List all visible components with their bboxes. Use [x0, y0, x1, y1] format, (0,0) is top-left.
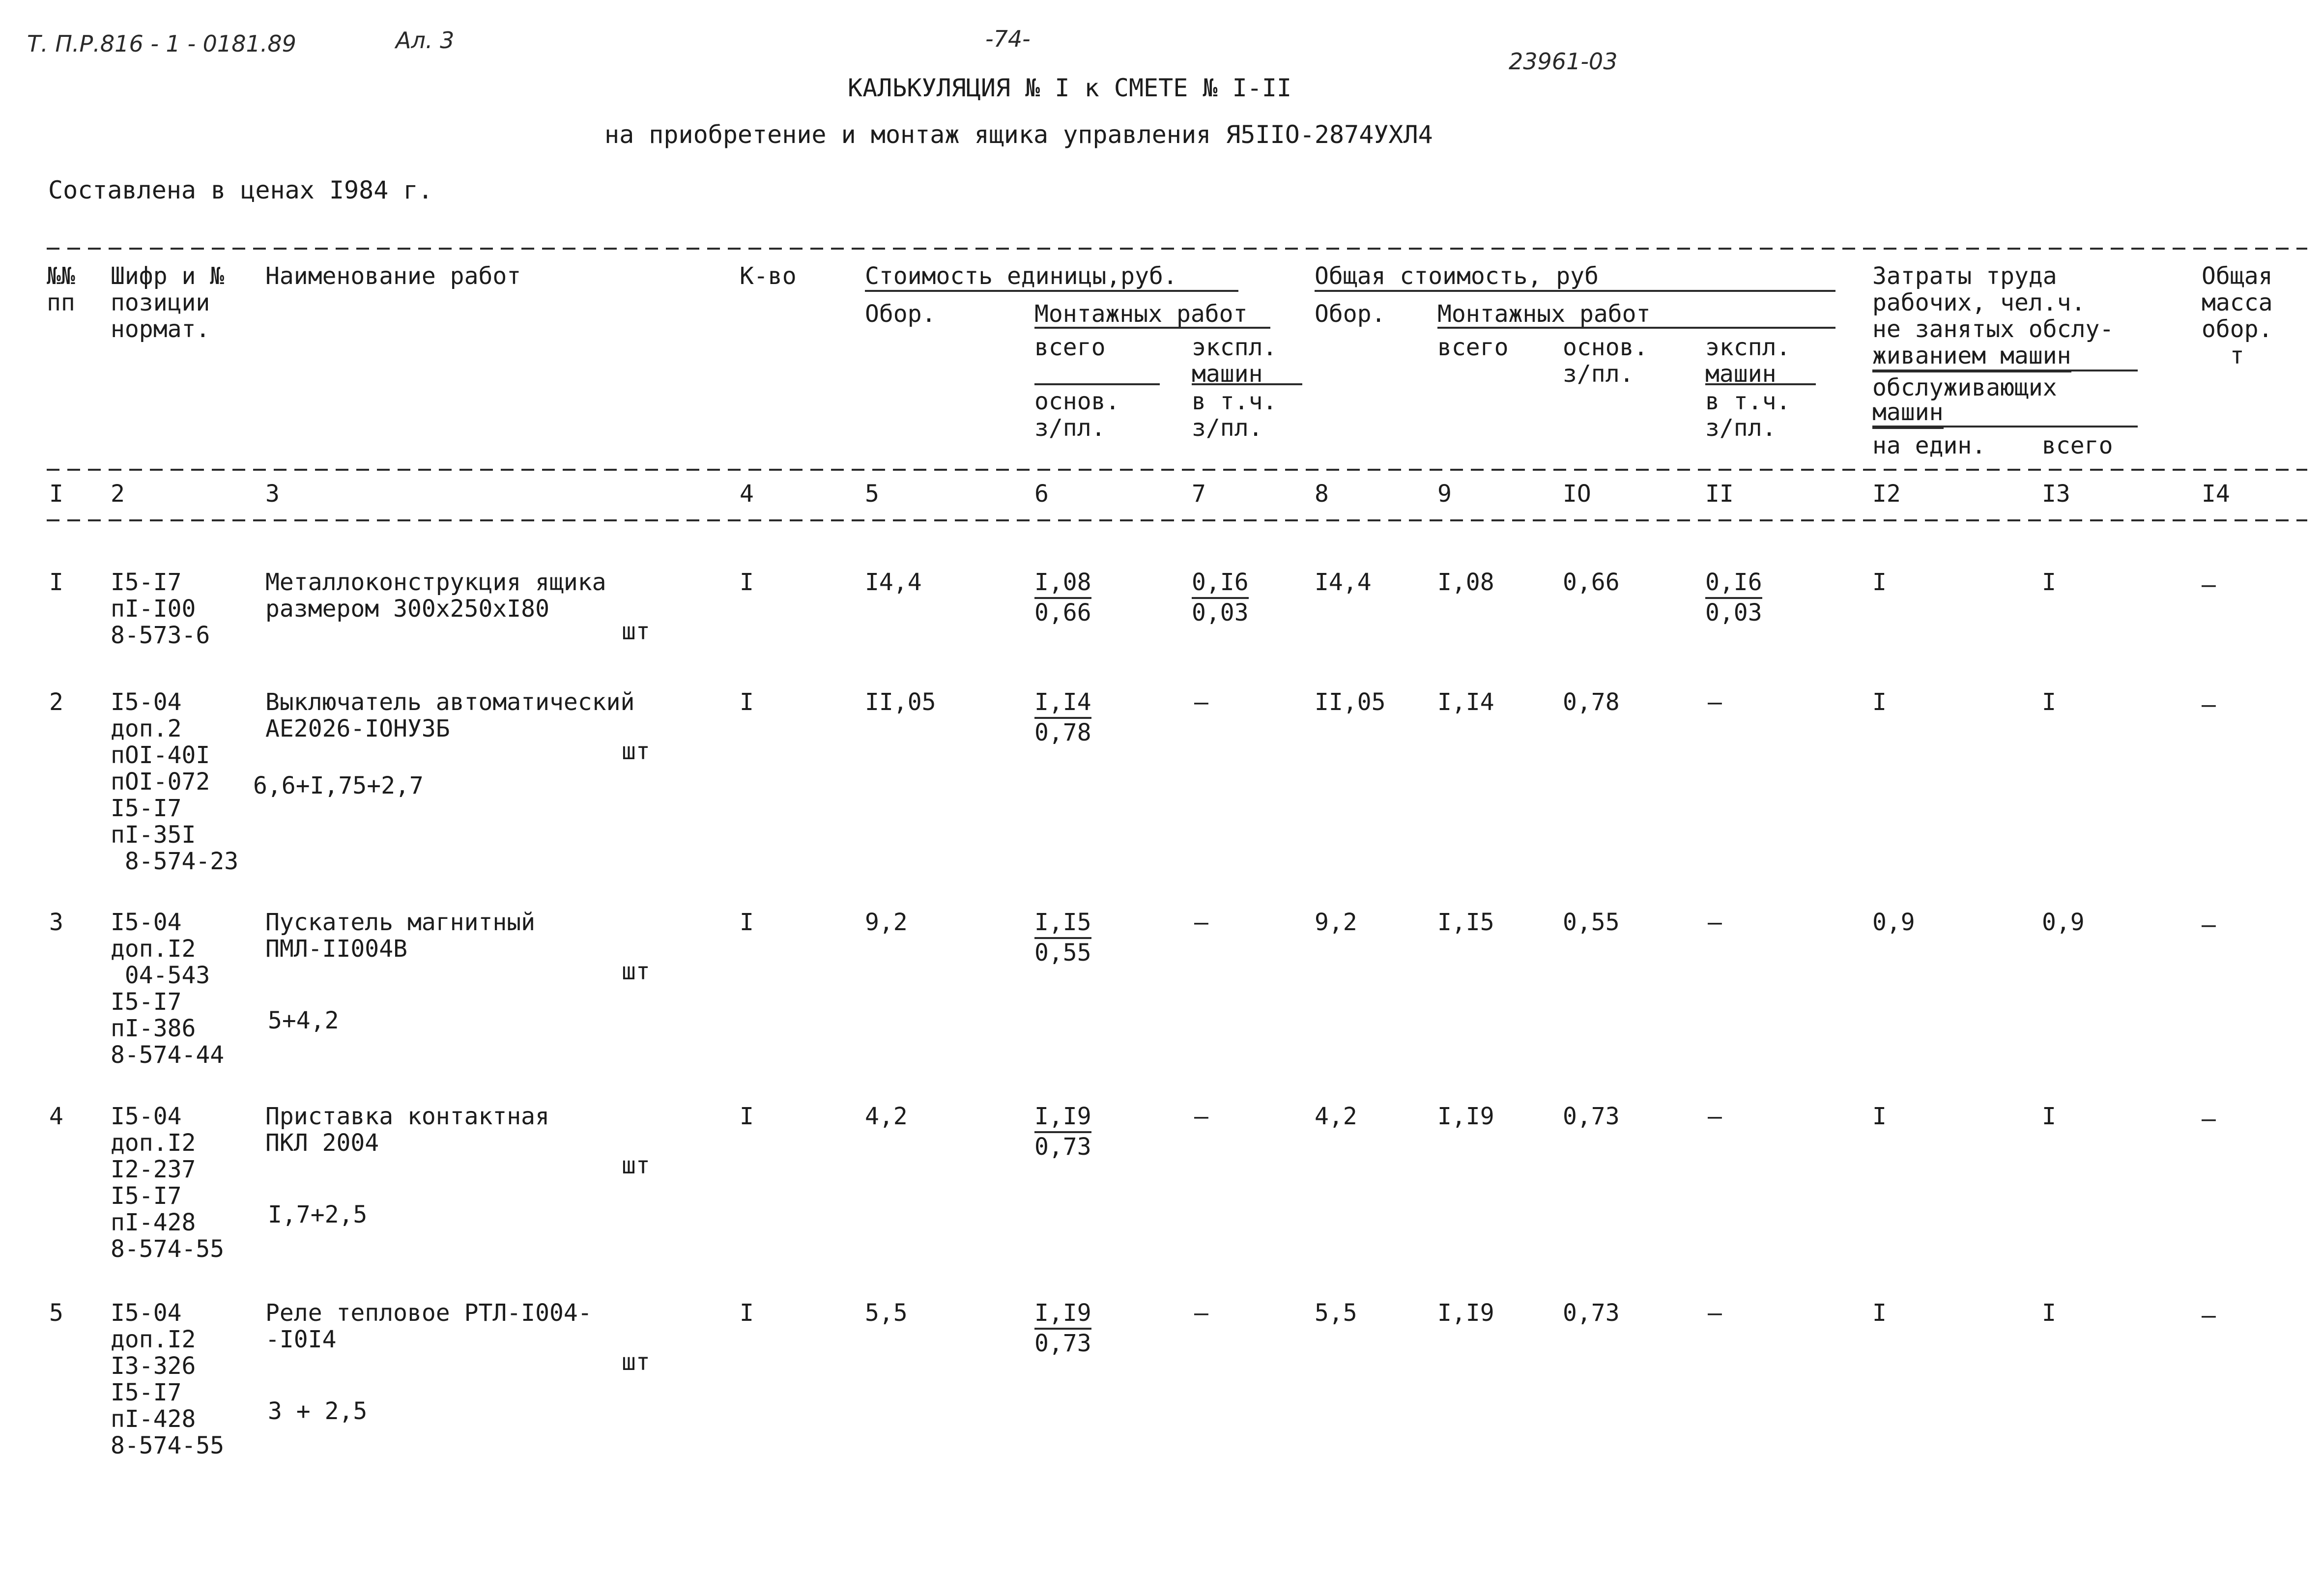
row-number: I: [49, 569, 63, 596]
row-total-osn: 0,66: [1563, 569, 1620, 596]
row-unit-obor: 9,2: [865, 909, 908, 936]
row-unit-ekspl: –: [1194, 1103, 1208, 1130]
row-number: 2: [49, 688, 63, 716]
row-unit-mont-total-text: I,08: [1034, 569, 1091, 599]
total-ekspl-underline: [1705, 383, 1816, 385]
row-unit-mont-osn: 0,55: [1034, 939, 1091, 967]
header-labor-unit: на един.: [1872, 432, 1986, 459]
header-labor2-ul: [1872, 399, 1944, 426]
header-unit-vtch: в т.ч. з/пл.: [1192, 388, 1277, 442]
row-total-osn: 0,78: [1563, 688, 1620, 716]
row-code: I5-04 доп.I2 I3-326 I5-I7 пI-428 8-574-55: [111, 1299, 225, 1459]
colnum-top-rule: [47, 467, 2307, 473]
row-total-mont: I,I5: [1437, 909, 1494, 936]
page-number: -74-: [985, 26, 1031, 52]
row-unit-mont-total: [1034, 569, 1091, 596]
row-formula: I,7+2,5: [268, 1201, 368, 1228]
row-name: Реле тепловое РТЛ-I004- -I0I4: [265, 1299, 592, 1353]
row-total-ekspl-text: 0,I6: [1705, 569, 1762, 599]
composed-in-prices: Составлена в ценах I984 г.: [48, 176, 433, 204]
row-unit-mont-total-text: I,I9: [1034, 1103, 1091, 1133]
total-cost-underline: [1315, 290, 1835, 292]
row-unit-mont-total: [1034, 909, 1091, 936]
column-number: IO: [1563, 480, 1591, 508]
header-col-number: №№ пп: [47, 262, 75, 316]
unit-mont-underline: [1034, 327, 1270, 329]
row-total-ekspl: –: [1708, 688, 1722, 716]
row-unit: шт: [622, 738, 650, 765]
header-unit-vsego: всего: [1034, 334, 1106, 361]
header-total-cost: Общая стоимость, руб: [1315, 262, 1599, 290]
row-unit-mont-osn: 0,73: [1034, 1330, 1091, 1357]
row-formula: 3 + 2,5: [268, 1397, 368, 1425]
row-number: 4: [49, 1103, 63, 1130]
unit-vsego-underline: [1034, 383, 1160, 385]
row-labor-total: 0,9: [2042, 909, 2085, 936]
unit-cost-underline: [865, 290, 1238, 292]
unit-ekspl-underline: [1192, 383, 1302, 385]
row-number: 5: [49, 1299, 63, 1327]
header-total-mont: Монтажных работ: [1437, 300, 1651, 328]
row-total-obor: II,05: [1315, 688, 1386, 716]
header-top-rule: [47, 246, 2307, 252]
row-labor-unit: I: [1872, 569, 1887, 596]
column-number: 6: [1034, 480, 1049, 508]
row-labor-unit: I: [1872, 688, 1887, 716]
row-code: I5-04 доп.2 пОI-40I пОI-072 I5-I7 пI-35I 8-574-23: [111, 688, 239, 875]
row-unit-mont-total-text: I,I5: [1034, 909, 1091, 939]
row-unit-obor: 5,5: [865, 1299, 908, 1327]
column-number: 9: [1437, 480, 1452, 508]
row-name: Металлоконструкция ящика размером 300х250хI80: [265, 569, 606, 623]
row-unit-mont-total: [1034, 1300, 1091, 1326]
column-number: I2: [1872, 480, 1901, 508]
row-unit: шт: [622, 1152, 650, 1179]
row-unit: шт: [622, 1348, 650, 1376]
row-total-obor: 9,2: [1315, 909, 1357, 936]
row-qty: I: [740, 1103, 754, 1130]
header-unit-obor: Обор.: [865, 300, 936, 328]
column-number: I4: [2202, 480, 2230, 508]
row-mass: –: [2202, 1302, 2216, 1329]
row-labor-total: I: [2042, 569, 2056, 596]
column-number: I: [49, 480, 63, 508]
header-labor-ul-text: живанием машин: [1872, 342, 2071, 372]
row-name: Приставка контактная ПКЛ 2004: [265, 1103, 549, 1157]
header-col-code: Шифр и № позиции нормат.: [111, 262, 225, 343]
row-total-osn: 0,55: [1563, 909, 1620, 936]
row-qty: I: [740, 1299, 754, 1327]
row-labor-unit: I: [1872, 1103, 1887, 1130]
header-mass: Общая масса обор. т: [2202, 262, 2273, 370]
row-qty: I: [740, 909, 754, 936]
row-total-mont: I,08: [1437, 569, 1494, 596]
column-number: 7: [1192, 480, 1206, 508]
row-unit-mont-osn: 0,78: [1034, 719, 1091, 746]
row-name: Пускатель магнитный ПМЛ-II004В: [265, 909, 536, 963]
row-number: 3: [49, 909, 63, 936]
row-total-obor: I4,4: [1315, 569, 1372, 596]
column-number: 5: [865, 480, 879, 508]
row-unit: шт: [622, 958, 650, 985]
header-labor-ul: [1872, 342, 2071, 369]
header-unit-mont: Монтажных работ: [1034, 300, 1248, 328]
row-code: I5-04 доп.I2 I2-237 I5-I7 пI-428 8-574-55: [111, 1103, 225, 1263]
row-total-mont: I,I4: [1437, 688, 1494, 716]
row-formula: 5+4,2: [268, 1007, 339, 1034]
header-col-qty: К-во: [740, 262, 797, 290]
header-total-vsego: всего: [1437, 334, 1509, 361]
header-unit-ekspl: экспл. машин: [1192, 334, 1277, 388]
header-total-ekspl: экспл. машин: [1705, 334, 1791, 388]
row-labor-unit: 0,9: [1872, 909, 1915, 936]
labor-underline: [1872, 370, 2138, 371]
row-qty: I: [740, 688, 754, 716]
row-unit-ekspl: –: [1194, 1299, 1208, 1327]
header-labor2-ul-text: машин: [1872, 399, 1944, 429]
row-code: I5-I7 пI-I00 8-573-6: [111, 569, 210, 649]
row-unit-ekspl-text: 0,I6: [1192, 569, 1249, 599]
row-total-ekspl: –: [1708, 909, 1722, 936]
row-unit-ekspl: –: [1194, 909, 1208, 936]
header-labor2: обслуживающих: [1872, 374, 2057, 401]
row-total-ekspl: [1705, 569, 1762, 596]
row-formula: 6,6+I,75+2,7: [253, 772, 424, 799]
row-labor-total: I: [2042, 1299, 2056, 1327]
row-labor-total: I: [2042, 688, 2056, 716]
row-total-obor: 5,5: [1315, 1299, 1357, 1327]
row-unit-ekspl: –: [1194, 688, 1208, 716]
row-unit-obor: II,05: [865, 688, 936, 716]
row-mass: –: [2202, 911, 2216, 939]
column-number: 2: [111, 480, 125, 508]
row-unit-mont-total: [1034, 1103, 1091, 1130]
header-total-osnov: основ. з/пл.: [1563, 334, 1648, 388]
header-labor-total: всего: [2042, 432, 2113, 459]
labor2-underline: [1872, 426, 2138, 428]
page-title: КАЛЬКУЛЯЦИЯ № I к СМЕТЕ № I-II: [848, 74, 1292, 102]
row-mass: –: [2202, 571, 2216, 598]
row-qty: I: [740, 569, 754, 596]
row-unit: шт: [622, 618, 650, 645]
row-total-obor: 4,2: [1315, 1103, 1357, 1130]
row-unit-obor: 4,2: [865, 1103, 908, 1130]
page-subtitle: на приобретение и монтаж ящика управления Я5IIО-2874УХЛ4: [604, 120, 1433, 149]
row-total-osn: 0,73: [1563, 1299, 1620, 1327]
row-total-ekspl: –: [1708, 1103, 1722, 1130]
document-code: Т. П.Р.816 - 1 - 0181.89: [27, 30, 296, 57]
row-unit-obor: I4,4: [865, 569, 922, 596]
row-unit-mont-total-text: I,I9: [1034, 1299, 1091, 1330]
row-unit-mont-osn: 0,66: [1034, 599, 1091, 627]
row-total-mont: I,I9: [1437, 1299, 1494, 1327]
sheet-label: Ал. 3: [396, 27, 455, 54]
header-labor: Затраты труда рабочих, чел.ч. не занятых обслу-: [1872, 262, 2114, 343]
row-labor-total: I: [2042, 1103, 2056, 1130]
row-total-ekspl-zp: 0,03: [1705, 599, 1762, 627]
row-mass: –: [2202, 1105, 2216, 1133]
header-total-vtch: в т.ч. з/пл.: [1705, 388, 1791, 442]
row-unit-ekspl: [1192, 569, 1249, 596]
column-number: 4: [740, 480, 754, 508]
row-unit-mont-total: [1034, 689, 1091, 715]
row-total-mont: I,I9: [1437, 1103, 1494, 1130]
row-code: I5-04 доп.I2 04-543 I5-I7 пI-386 8-574-44: [111, 909, 225, 1069]
row-total-osn: 0,73: [1563, 1103, 1620, 1130]
row-total-ekspl: –: [1708, 1299, 1722, 1327]
colnum-bottom-rule: [47, 517, 2307, 523]
row-name: Выключатель автоматический АЕ2026-IОНУЗБ: [265, 688, 635, 742]
archive-number: 23961-03: [1509, 48, 1618, 75]
column-number: I3: [2042, 480, 2070, 508]
header-unit-cost: Стоимость единицы,руб.: [865, 262, 1177, 290]
column-number: 8: [1315, 480, 1329, 508]
header-total-obor: Обор.: [1315, 300, 1386, 328]
row-mass: –: [2202, 691, 2216, 718]
column-number: II: [1705, 480, 1734, 508]
row-unit-ekspl-zp: 0,03: [1192, 599, 1249, 627]
row-unit-mont-osn: 0,73: [1034, 1133, 1091, 1161]
total-mont-underline: [1437, 327, 1835, 329]
row-labor-unit: I: [1872, 1299, 1887, 1327]
row-unit-mont-total-text: I,I4: [1034, 688, 1091, 719]
header-unit-osnov: основ. з/пл.: [1034, 388, 1120, 442]
header-col-name: Наименование работ: [265, 262, 521, 290]
column-number: 3: [265, 480, 280, 508]
